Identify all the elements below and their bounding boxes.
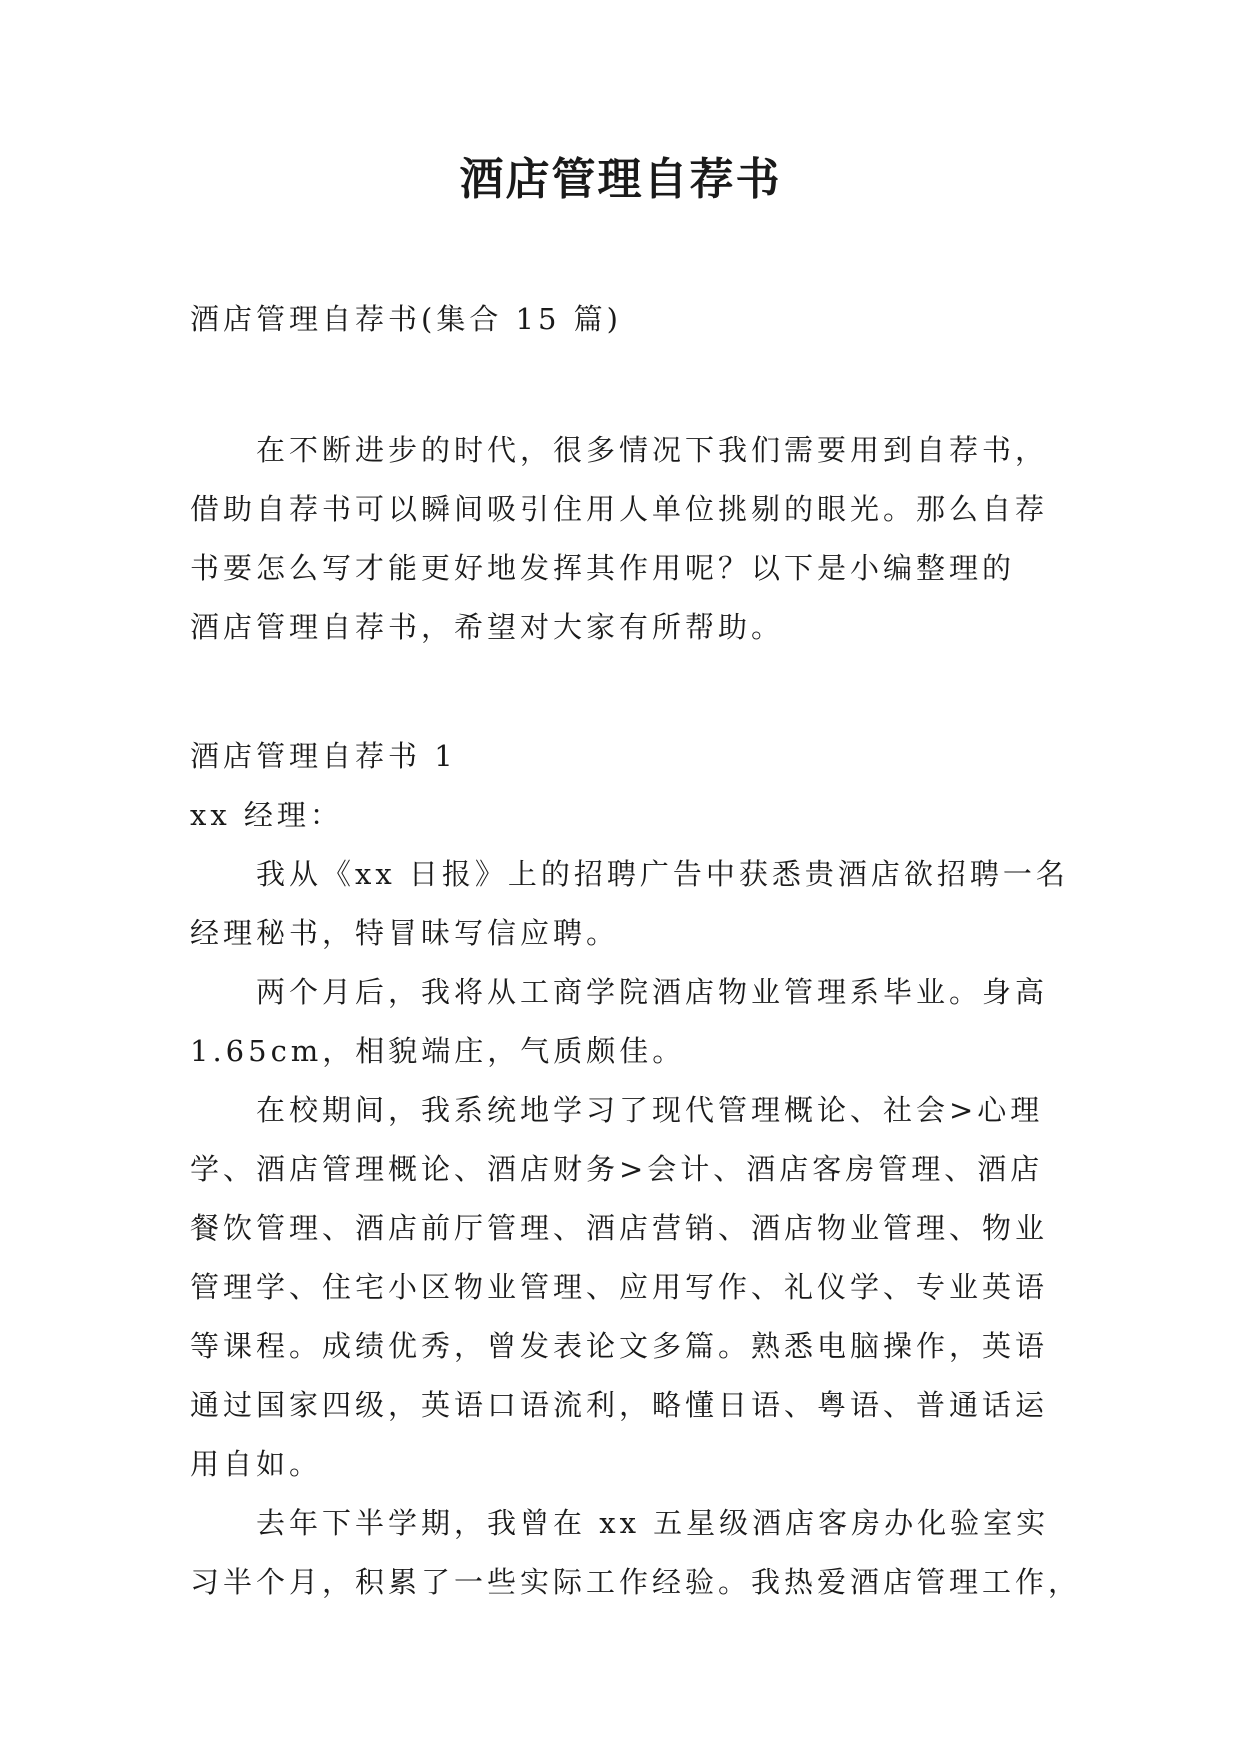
document-body	[190, 290, 1082, 1612]
body-line: 经理秘书，特冒昧写信应聘。	[190, 916, 620, 950]
letter-body	[190, 845, 1082, 1612]
body-line: 1.65cm，相貌端庄，气质颇佳。	[190, 1034, 686, 1068]
intro-line: 在不断进步的时代，很多情况下我们需要用到自荐书，	[190, 433, 1049, 467]
body-line: 学、酒店管理概论、酒店财务>会计、酒店客房管理、酒店	[190, 1152, 1044, 1186]
body-line: 餐饮管理、酒店前厅管理、酒店营销、酒店物业管理、物业	[190, 1211, 1049, 1245]
intro-paragraph	[190, 421, 1055, 657]
salutation: xx 经理：	[190, 798, 343, 832]
spacer	[190, 657, 1055, 727]
body-line: 在校期间，我系统地学习了现代管理概论、社会>心理	[190, 1093, 1044, 1127]
body-line: 等课程。成绩优秀，曾发表论文多篇。熟悉电脑操作，英语	[190, 1329, 1049, 1363]
body-line: 我从《xx 日报》上的招聘广告中获悉贵酒店欲招聘一名	[190, 857, 1069, 891]
document-title: 酒店管理自荐书	[459, 154, 782, 205]
intro-line: 酒店管理自荐书，希望对大家有所帮助。	[190, 610, 785, 644]
body-line: 两个月后，我将从工商学院酒店物业管理系毕业。身高	[190, 975, 1049, 1009]
spacer	[190, 349, 1055, 421]
document-subtitle: 酒店管理自荐书(集合 15 篇)	[190, 302, 622, 336]
body-line: 去年下半学期，我曾在 xx 五星级酒店客房办化验室实	[190, 1506, 1050, 1540]
body-line: 习半个月，积累了一些实际工作经验。我热爱酒店管理工作，	[190, 1565, 1082, 1599]
body-line: 用自如。	[190, 1447, 323, 1481]
body-line: 通过国家四级，英语口语流利，略懂日语、粤语、普通话运	[190, 1388, 1049, 1422]
intro-line: 书要怎么写才能更好地发挥其作用呢？以下是小编整理的	[190, 551, 1016, 585]
section-heading: 酒店管理自荐书 1	[190, 739, 457, 773]
body-line: 管理学、住宅小区物业管理、应用写作、礼仪学、专业英语	[190, 1270, 1049, 1304]
intro-line: 借助自荐书可以瞬间吸引住用人单位挑剔的眼光。那么自荐	[190, 492, 1049, 526]
